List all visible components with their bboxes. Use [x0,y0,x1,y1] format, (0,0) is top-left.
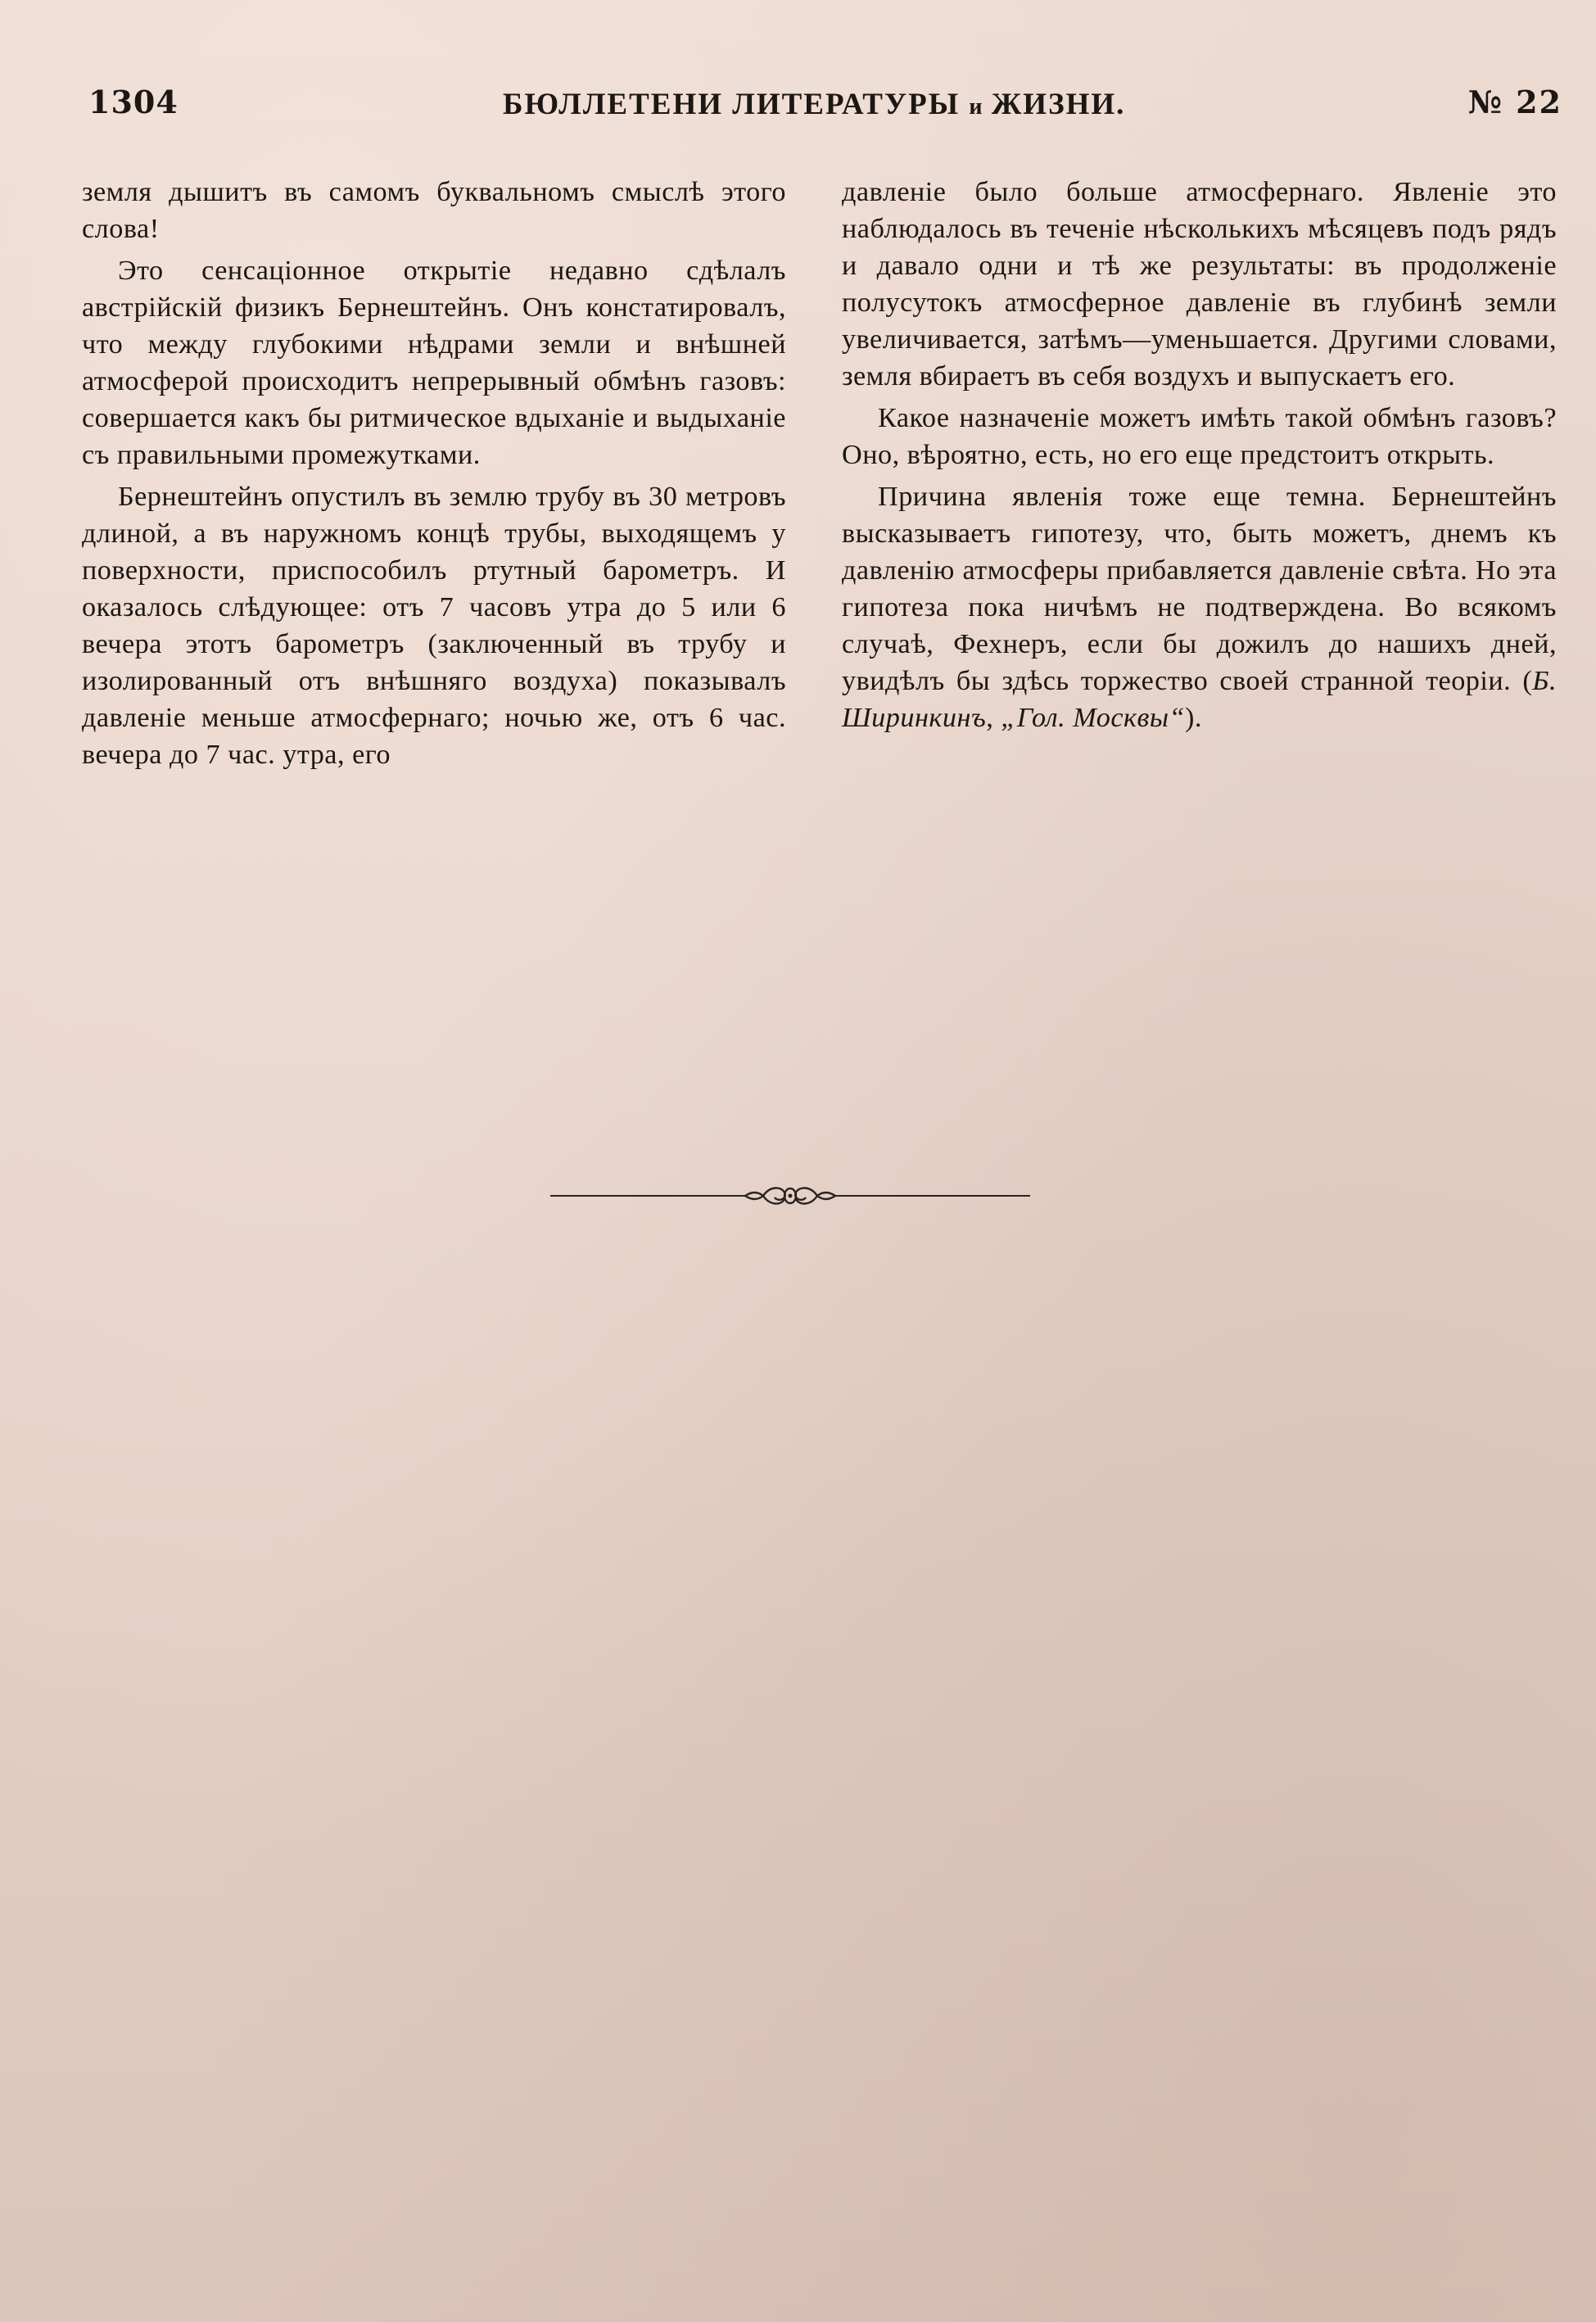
section-divider-ornament-icon [549,1179,1032,1212]
running-title-and: и [969,94,983,120]
running-title-part1: БЮЛЛЕТЕНИ ЛИТЕРАТУРЫ [503,88,970,121]
citation-end: ). [1185,703,1202,733]
right-column [842,174,1557,741]
citation-author: Б. Ширинкинъ [842,666,1557,733]
citation-separator: , [986,703,1001,733]
citation-source: „Гол. Москвы“ [1001,703,1185,733]
right-paragraph-2: Какое назначеніе можетъ имѣть такой обмѣнъ газовъ? Оно, вѣроятно, есть, но его еще предстоитъ открыть. [842,403,1557,470]
right-paragraph-3-text: Причина явленія тоже еще темна. Бернештейнъ высказываетъ гипотезу, что, быть можетъ, днемъ къ давленію атмосферы прибавляется давленіе свѣта. Но эта гипотеза пока ничѣмъ не подтверждена. Во всякомъ случаѣ, Фехнеръ, если бы дожилъ до нашихъ дней, увидѣлъ бы здѣсь торжество своей странной теоріи. ( [842,482,1557,696]
left-paragraph-3: Бернештейнъ опустилъ въ землю трубу въ 30 метровъ длиной, а въ наружномъ концѣ трубы, выходящемъ у поверхности, приспособилъ ртутный барометръ. И оказалось слѣдующее: отъ 7 часовъ утра до 5 или 6 вечера этотъ барометръ (заключенный въ трубу и изолированный отъ внѣшняго воздуха) показывалъ давленіе меньше атмосфернаго; ночью же, отъ 6 час. вечера до 7 час. утра, его [82,482,786,770]
running-header [88,84,1562,133]
page-number: 1304 [88,84,179,120]
left-paragraph-1: земля дышитъ въ самомъ буквальномъ смыслѣ этого слова! [82,177,786,244]
left-column [82,174,786,778]
running-title [503,87,1125,122]
left-paragraph-2: Это сенсаціонное открытіе недавно сдѣлалъ австрійскій физикъ Бернештейнъ. Онъ констатировалъ, что между глубокими нѣдрами земли и внѣшней атмосферой происходитъ непрерывный обмѣнъ газовъ: совершается какъ бы ритмическое вдыханіе и выдыханіе съ правильными промежутками. [82,256,786,470]
right-paragraph-3 [842,478,1557,736]
running-title-part2: ЖИЗНИ. [982,88,1126,121]
right-paragraph-1: давленіе было больше атмосфернаго. Явленіе это наблюдалось въ теченіе нѣсколькихъ мѣсяцевъ подъ рядъ и давало одни и тѣ же результаты: въ продолженіе полусутокъ атмосферное давленіе въ глубинѣ земли увеличивается, затѣмъ—уменьшается. Другими словами, земля вбираетъ въ себя воздухъ и выпускаетъ его. [842,177,1557,392]
issue-number: № 22 [1467,84,1562,120]
